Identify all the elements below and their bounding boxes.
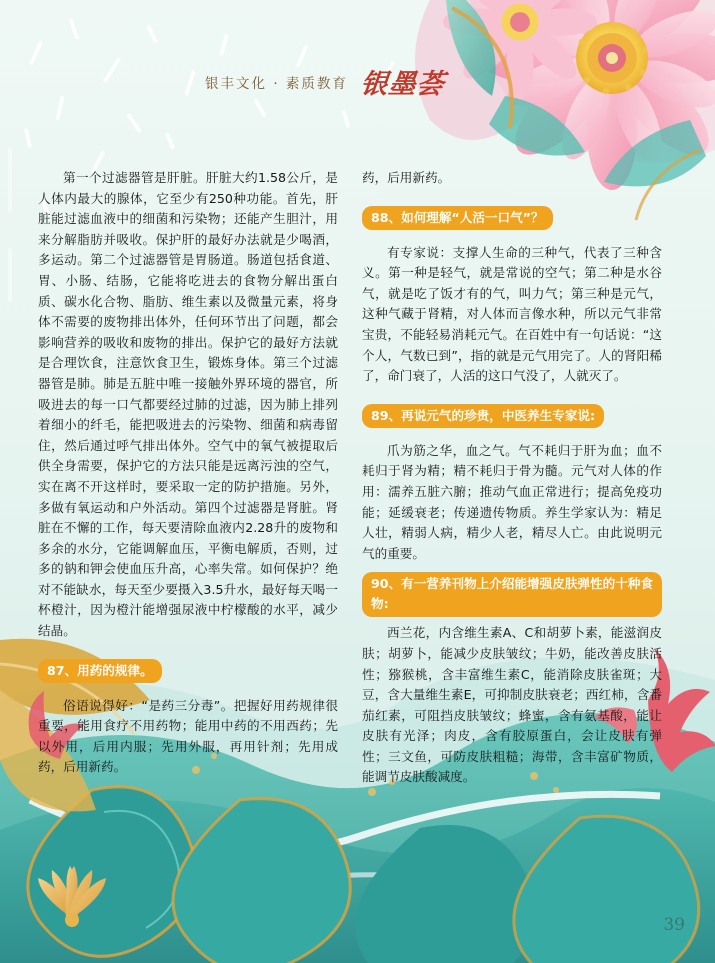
paragraph: 爪为筋之华，血之气。气不耗归于肝为血；血不耗归于肾为精；精不耗归于骨为髓。元气对人体的作用：濡养五脏六腑；推动气血正常进行；提高免疫功能；延缓衰老；传递遗传物质。养生学家认为：精足人壮，精弱人病，精少人老，精尽人亡。由此说明元气的重要。: [362, 442, 662, 561]
section-heading-88: [362, 197, 662, 237]
right-column: [362, 168, 662, 790]
paragraph: 俗语说得好：“是药三分毒”。把握好用药规律很重要，能用食疗不用药物；能用中药的不用西药；先以外用，后用内服；先用外服，再用针剂；先用成药，后用新药。: [38, 697, 338, 775]
section-heading-label: 89、再说元气的珍贵，中医养生专家说:: [362, 404, 604, 428]
paragraph-continuation: 药，后用新药。: [362, 170, 451, 185]
paragraph: 西兰花，内含维生素A、C和胡萝卜素，能滋润皮肤；胡萝卜，能减少皮肤皱纹；牛奶，能改善皮肤活性；猕猴桃，含丰富维生素C，能消除皮肤雀斑；大豆，含大量维生素E，可抑制皮肤衰老；西红柿，含番茄红素，可阻挡皮肤皱纹；蜂蜜，含有氨基酸，能让皮肤有光泽；肉皮，含有胶原蛋白，会让皮肤有弹性；三文鱼，可防皮肤粗糙；海带，含丰富矿物质，能调节皮肤酸减度。: [362, 625, 662, 785]
article-content: [0, 168, 715, 790]
page-number: 39: [663, 915, 685, 935]
section-heading-label: 88、如何理解“人活一口气”？: [362, 206, 553, 230]
header-breadcrumb: 银丰文化 · 素质教育: [205, 75, 348, 92]
masthead-logo: 银墨荟: [359, 69, 447, 100]
section-heading-label: 87、用药的规律。: [38, 659, 162, 683]
two-column-layout: [0, 168, 715, 790]
left-column: [38, 168, 338, 790]
section-heading-90: [362, 572, 662, 617]
paragraph: 有专家说：支撑人生命的三种气，代表了三种含义。第一种是轻气，就是常说的空气；第二种是水谷气，就是吃了饭才有的气，叫力气；第三种是元气，这种气藏于肾精，对人体而言像水种，所以元气非常宝贵，不能轻易消耗元气。在百姓中有一句话说：“这个人，气数已到”，指的就是元气用完了。人的肾阳稀了，命门衰了，人活的这口气没了，人就灭了。: [362, 244, 662, 384]
paragraph: 第一个过滤器管是肝脏。肝脏大约1.58公斤，是人体内最大的腺体，它至少有250种功能。首先，肝脏能过滤血液中的细菌和污染物；还能产生胆汁，用来分解脂肪并吸收。保护肝的最好办法就是少喝酒，多运动。第二个过滤器管是胃肠道。肠道包括食道、胃、小肠、结肠，它能将吃进去的食物分解出蛋白质、碳水化合物、脂肪、维生素以及微量元素，将身体不需要的废物排出体外，任何环节出了问题，都会影响营养的吸收和废物的排出。保护它的最好方法就是合理饮食，注意饮食卫生，锻炼身体。第三个过滤器管是肺。肺是五脏中唯一接触外界环境的器官，所吸进去的每一口气都要经过肺的过滤，因为肺上排列着细小的纤毛，能把吸进去的污染物、细菌和病毒留住，然后通过呼气排出体外。空气中的氧气被提取后供全身需要，保护它的方法只能是远离污浊的空气，实在离不开这样时，要采取一定的防护措施。另外，多做有氧运动和户外活动。第四个过滤器是肾脏。肾脏在不懈的工作，每天要清除血液内2.28升的废物和多余的水分，它能调解血压，平衡电解质，否则，过多的钠和钾会使血压升高，心率失常。如何保护？绝对不能缺水，每天至少要摄入3.5升水，最好每天喝一杯橙汁，因为橙汁能增强尿液中柠檬酸的水平，减少结晶。: [38, 170, 338, 639]
section-heading-87: [38, 650, 338, 690]
page-header: [0, 62, 715, 102]
section-heading-label: 90、有一营养刊物上介绍能增强皮肤弹性的十种食物:: [362, 572, 662, 617]
section-heading-89: [362, 395, 662, 435]
